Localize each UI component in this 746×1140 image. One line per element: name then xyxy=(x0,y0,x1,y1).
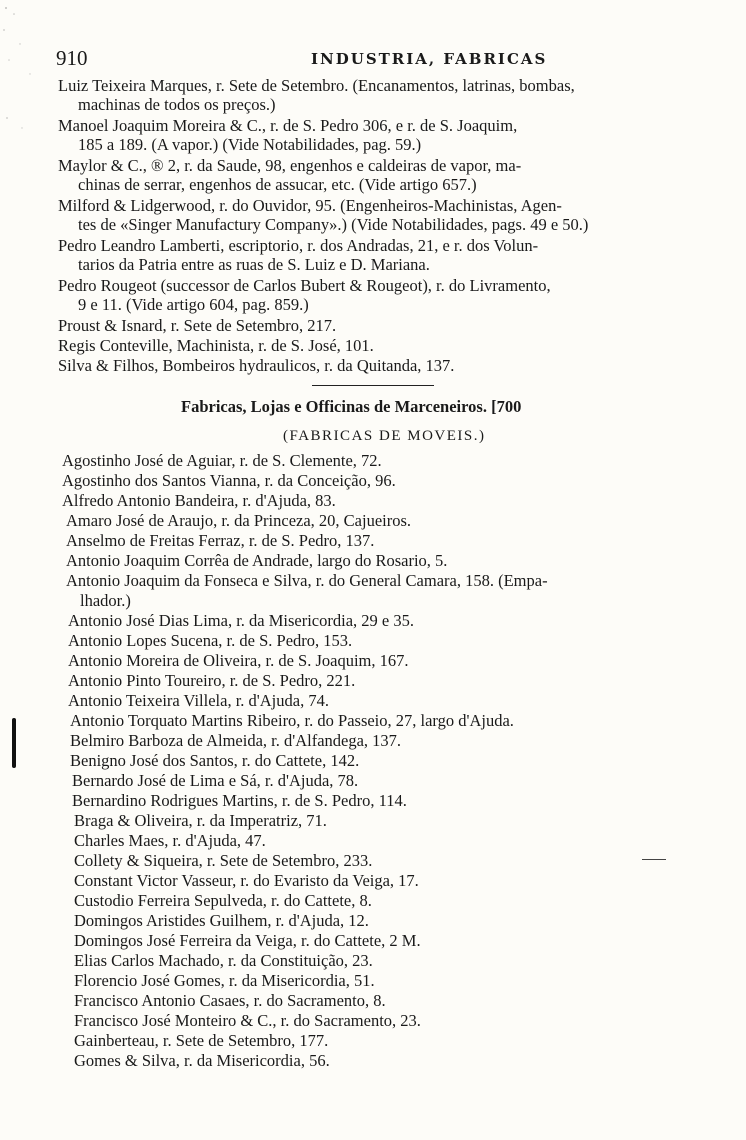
list-item: Francisco José Monteiro & C., r. do Sacramento, 23. xyxy=(74,1011,421,1030)
list-item: Maylor & C., ® 2, r. da Saude, 98, engenhos e caldeiras de vapor, ma- xyxy=(58,156,522,175)
list-item: Amaro José de Araujo, r. da Princeza, 20, Cajueiros. xyxy=(66,511,412,530)
list-item: 9 e 11. (Vide artigo 604, pag. 859.) xyxy=(78,295,309,314)
list-item: Antonio Moreira de Oliveira, r. de S. Joaquim, 167. xyxy=(68,651,409,670)
section-title: Fabricas, Lojas e Officinas de Marceneiros. [700 xyxy=(181,397,522,416)
list-item: Agostinho dos Santos Vianna, r. da Conceição, 96. xyxy=(62,471,396,490)
list-item: Regis Conteville, Machinista, r. de S. José, 101. xyxy=(58,336,374,355)
list-item: lhador.) xyxy=(80,591,131,610)
list-item: Antonio José Dias Lima, r. da Misericordia, 29 e 35. xyxy=(68,611,414,630)
list-item: Pedro Rougeot (successor de Carlos Bubert & Rougeot), r. do Livramento, xyxy=(58,276,551,295)
list-item: Domingos José Ferreira da Veiga, r. do Cattete, 2 M. xyxy=(74,931,421,950)
list-item: Agostinho José de Aguiar, r. de S. Clemente, 72. xyxy=(62,451,382,470)
list-item: Manoel Joaquim Moreira & C., r. de S. Pedro 306, e r. de S. Joaquim, xyxy=(58,116,518,135)
list-item: Florencio José Gomes, r. da Misericordia, 51. xyxy=(74,971,375,990)
page-header xyxy=(56,46,696,70)
list-item: Charles Maes, r. d'Ajuda, 47. xyxy=(74,831,266,850)
scan-noise-mark xyxy=(0,0,40,150)
list-item: Belmiro Barboza de Almeida, r. d'Alfandega, 137. xyxy=(70,731,402,750)
list-item: machinas de todos os preços.) xyxy=(78,95,276,114)
list-item: Antonio Pinto Toureiro, r. de S. Pedro, 221. xyxy=(68,671,356,690)
list-item: tes de «Singer Manufactury Company».) (Vide Notabilidades, pags. 49 e 50.) xyxy=(78,215,589,234)
list-item: Collety & Siqueira, r. Sete de Setembro, 233. xyxy=(74,851,373,870)
list-item: Braga & Oliveira, r. da Imperatriz, 71. xyxy=(74,811,327,830)
list-item: Domingos Aristides Guilhem, r. d'Ajuda, 12. xyxy=(74,911,369,930)
list-item: Benigno José dos Santos, r. do Cattete, 142. xyxy=(70,751,360,770)
running-title: INDUSTRIA, FABRICAS xyxy=(311,50,548,68)
list-item: Milford & Lidgerwood, r. do Ouvidor, 95. (Engenheiros-Machinistas, Agen- xyxy=(58,196,562,215)
list-item: Pedro Leandro Lamberti, escriptorio, r. dos Andradas, 21, e r. dos Volun- xyxy=(58,236,539,255)
list-item: Anselmo de Freitas Ferraz, r. de S. Pedro, 137. xyxy=(66,531,375,550)
margin-ink-mark xyxy=(12,718,16,768)
list-item: Constant Victor Vasseur, r. do Evaristo da Veiga, 17. xyxy=(74,871,419,890)
list-item: Alfredo Antonio Bandeira, r. d'Ajuda, 83. xyxy=(62,491,336,510)
list-item: Silva & Filhos, Bombeiros hydraulicos, r. da Quitanda, 137. xyxy=(58,356,455,375)
list-item: Gomes & Silva, r. da Misericordia, 56. xyxy=(74,1051,330,1070)
margin-dash-mark xyxy=(642,859,666,860)
list-item: Custodio Ferreira Sepulveda, r. do Cattete, 8. xyxy=(74,891,372,910)
list-item: Bernardino Rodrigues Martins, r. de S. Pedro, 114. xyxy=(72,791,407,810)
list-item: chinas de serrar, engenhos de assucar, etc. (Vide artigo 657.) xyxy=(78,175,477,194)
page-number: 910 xyxy=(56,46,88,70)
list-item: Antonio Lopes Sucena, r. de S. Pedro, 153. xyxy=(68,631,353,650)
list-item: Antonio Torquato Martins Ribeiro, r. do Passeio, 27, largo d'Ajuda. xyxy=(70,711,514,730)
list-item: Proust & Isnard, r. Sete de Setembro, 217. xyxy=(58,316,337,335)
list-item: Antonio Joaquim da Fonseca e Silva, r. do General Camara, 158. (Empa- xyxy=(66,571,548,590)
list-item: Antonio Teixeira Villela, r. d'Ajuda, 74. xyxy=(68,691,329,710)
list-item: Elias Carlos Machado, r. da Constituição, 23. xyxy=(74,951,373,970)
list-item: Antonio Joaquim Corrêa de Andrade, largo do Rosario, 5. xyxy=(66,551,448,570)
list-item: 185 a 189. (A vapor.) (Vide Notabilidades, pag. 59.) xyxy=(78,135,422,154)
list-item: Gainberteau, r. Sete de Setembro, 177. xyxy=(74,1031,329,1050)
section-divider xyxy=(312,385,434,386)
list-item: Francisco Antonio Casaes, r. do Sacramento, 8. xyxy=(74,991,386,1010)
list-item: Bernardo José de Lima e Sá, r. d'Ajuda, 78. xyxy=(72,771,359,790)
list-item: Luiz Teixeira Marques, r. Sete de Setembro. (Encanamentos, latrinas, bombas, xyxy=(58,76,575,95)
list-item: tarios da Patria entre as ruas de S. Luiz e D. Mariana. xyxy=(78,255,430,274)
section-subtitle: (FABRICAS DE MOVEIS.) xyxy=(283,428,486,444)
